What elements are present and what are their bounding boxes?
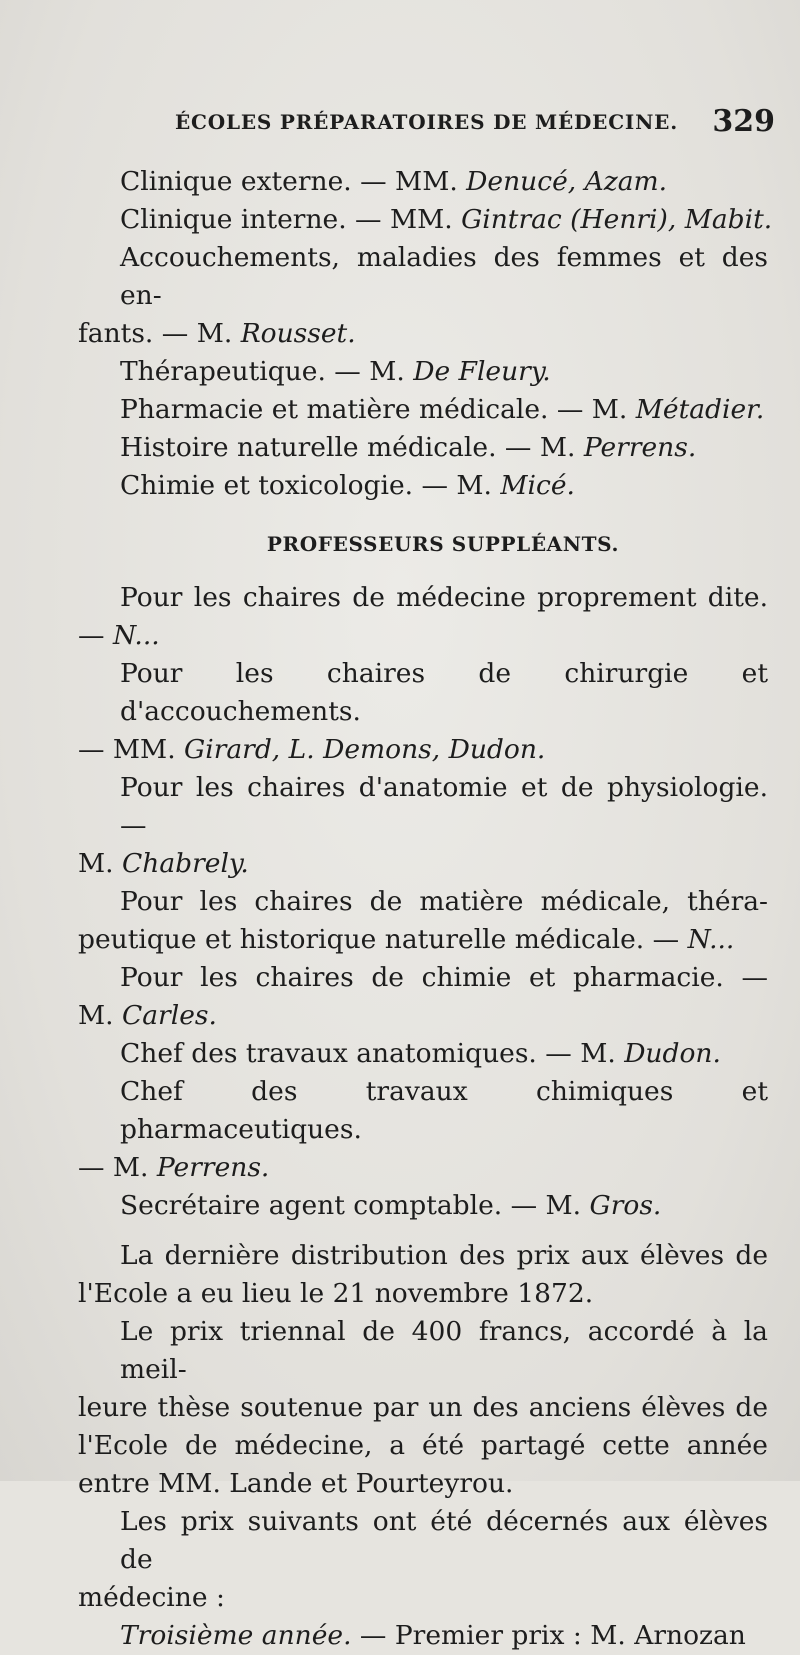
professor-names: Denucé, Azam. [466,166,668,197]
suppleant-chirurgie-line1: Pour les chaires de chirurgie et d'accouchements. [120,658,768,727]
professor-names: Perrens. [583,432,697,463]
section-title-suppleants: PROFESSEURS SUPPLÉANTS. [266,532,620,556]
paragraph-line: médecine : [78,1582,225,1613]
chef-chimiques-line1: Chef des travaux chimiques et pharmaceutiques. [120,1076,768,1145]
year-label: Troisième année. [120,1620,352,1651]
running-title: ÉCOLES PRÉPARATOIRES DE MÉDECINE. [175,110,678,134]
chair-label: M. [78,1000,122,1031]
paragraph-line [78,1617,768,1655]
prize-text: — Premier prix : M. Arnozan [351,1620,746,1651]
chef-chimiques-line2 [78,1149,768,1187]
chair-pharmacie [78,391,768,429]
chair-label: fants. — M. [78,318,241,349]
paragraph-line: l'Ecole de médecine, a été partagé cette année [78,1430,768,1461]
chair-chimie [78,467,768,505]
paragraph-line: entre MM. Lande et Pourteyrou. [78,1468,514,1499]
professor-names: Métadier. [635,394,765,425]
chair-clinique-externe [78,163,768,201]
suppleant-anatomie-line2 [78,845,768,883]
suppleant-chirurgie-line2 [78,731,768,769]
professor-names: De Fleury. [413,356,551,387]
professor-names: Gros. [589,1190,662,1221]
chair-histoire-naturelle [78,429,768,467]
professor-names: Chabrely. [121,848,249,879]
paragraph-line: Le prix triennal de 400 francs, accordé à la meil- [120,1316,768,1385]
paragraph-line: La dernière distribution des prix aux élèves de [120,1240,768,1271]
chair-label: Secrétaire agent comptable. — M. [120,1190,590,1221]
professor-names: Perrens. [156,1152,270,1183]
secretaire-comptable [78,1187,768,1225]
chair-label: Thérapeutique. — M. [120,356,414,387]
suppleant-medecine-line1: Pour les chaires de médecine proprement dite. [120,582,768,613]
page-header [175,104,775,144]
professor-names: N... [687,924,735,955]
chair-label: — [78,620,113,651]
suppleant-medecine-line2 [78,617,768,655]
chair-label: Pharmacie et matière médicale. — M. [120,394,636,425]
suppleant-matiere-line2 [78,921,768,959]
chair-label: Clinique externe. — MM. [120,166,467,197]
chair-label: peutique et historique naturelle médicale. — [78,924,688,955]
chair-label: — MM. [78,734,185,765]
professor-names: Carles. [121,1000,217,1031]
chair-label: Chimie et toxicologie. — M. [120,470,501,501]
professor-names: Dudon. [624,1038,721,1069]
chair-label: M. [78,848,122,879]
page-body [78,163,773,1655]
professor-names: Girard, L. Demons, Dudon. [184,734,546,765]
page-number: 329 [712,104,775,139]
chair-label: Histoire naturelle médicale. — M. [120,432,584,463]
chair-label: — M. [78,1152,157,1183]
professor-names: Micé. [500,470,575,501]
chair-label: Chef des travaux anatomiques. — M. [120,1038,625,1069]
chair-label: Clinique interne. — MM. [120,204,462,235]
paragraph-line: leure thèse soutenue par un des anciens élèves de [78,1392,768,1423]
chair-therapeutique [78,353,768,391]
paragraph-line: l'Ecole a eu lieu le 21 novembre 1872. [78,1278,594,1309]
suppleant-chimie-line2 [78,997,768,1035]
paragraph-line: Les prix suivants ont été décernés aux élèves de [120,1506,768,1575]
professor-names: Gintrac (Henri), Mabit. [461,204,773,235]
chair-clinique-interne [78,201,773,239]
suppleant-anatomie-line1: Pour les chaires d'anatomie et de physiologie. — [120,772,768,841]
professor-names: N... [112,620,160,651]
suppleant-chimie-line1: Pour les chaires de chimie et pharmacie. — [120,962,768,993]
chair-accouchements-line2 [78,315,768,353]
suppleant-matiere-line1: Pour les chaires de matière médicale, théra- [120,886,768,917]
paragraph-gap [78,1225,768,1237]
chair-accouchements-line1: Accouchements, maladies des femmes et des en- [120,242,768,311]
chef-anatomiques [78,1035,768,1073]
professor-names: Rousset. [240,318,356,349]
